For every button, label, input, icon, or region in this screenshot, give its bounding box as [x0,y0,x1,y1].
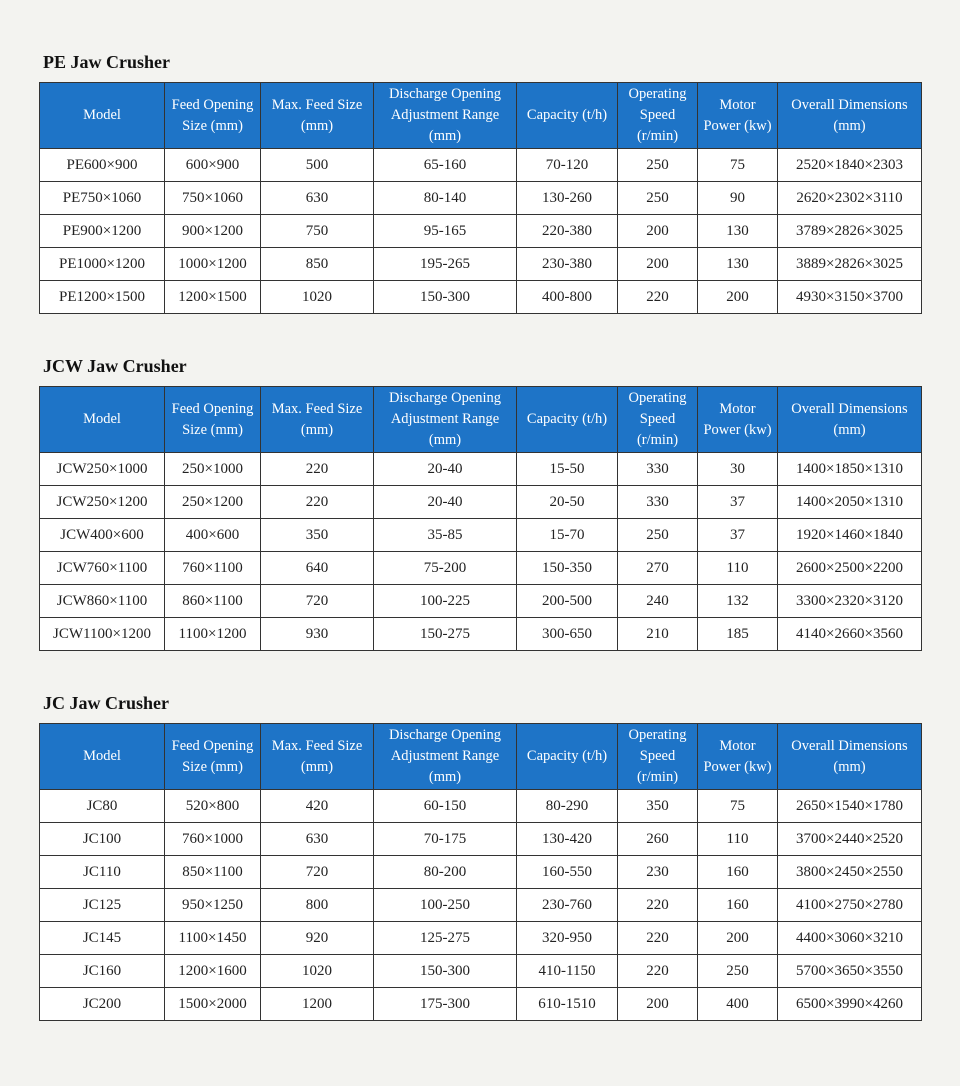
cell-feed-opening: 520×800 [165,790,261,823]
cell-discharge-range: 195-265 [374,248,517,281]
header-text: Size (mm) [182,421,243,438]
cell-feed-opening: 760×1100 [165,552,261,585]
cell-overall-dimensions: 4140×2660×3560 [778,618,922,651]
cell-model: JC145 [40,922,165,955]
cell-capacity: 410-1150 [517,955,618,988]
cell-feed-opening: 1100×1450 [165,922,261,955]
cell-overall-dimensions: 3800×2450×2550 [778,856,922,889]
cell-max-feed-size: 720 [261,856,374,889]
cell-discharge-range: 75-200 [374,552,517,585]
cell-overall-dimensions: 6500×3990×4260 [778,988,922,1021]
column-header-max-feed-size [261,724,374,790]
cell-max-feed-size: 720 [261,585,374,618]
header-text: Capacity (t/h) [526,107,608,123]
cell-discharge-range: 20-40 [374,486,517,519]
header-text: Model [83,748,121,764]
cell-max-feed-size: 630 [261,182,374,215]
column-header-feed-opening [165,387,261,453]
header-text: Feed Opening [171,737,254,754]
column-header-feed-opening [165,83,261,149]
cell-feed-opening: 760×1000 [165,823,261,856]
cell-model: JC100 [40,823,165,856]
cell-operating-speed: 250 [618,182,698,215]
cell-capacity: 15-50 [517,453,618,486]
cell-feed-opening: 900×1200 [165,215,261,248]
cell-model: PE1200×1500 [40,281,165,314]
cell-max-feed-size: 850 [261,248,374,281]
column-header-operating-speed [618,387,698,453]
cell-overall-dimensions: 1400×1850×1310 [778,453,922,486]
cell-overall-dimensions: 1400×2050×1310 [778,486,922,519]
header-text: (mm) [300,117,334,134]
table-row [40,281,922,314]
cell-feed-opening: 850×1100 [165,856,261,889]
cell-model: JCW1100×1200 [40,618,165,651]
header-text: Capacity (t/h) [526,748,608,764]
cell-discharge-range: 65-160 [374,149,517,182]
cell-motor-power: 185 [698,618,778,651]
header-text: Size (mm) [182,758,243,775]
cell-model: PE600×900 [40,149,165,182]
table-row [40,248,922,281]
cell-max-feed-size: 1020 [261,955,374,988]
cell-feed-opening: 600×900 [165,149,261,182]
cell-operating-speed: 330 [618,486,698,519]
header-text: (mm) [428,128,462,144]
cell-model: JC160 [40,955,165,988]
cell-model: JCW400×600 [40,519,165,552]
cell-discharge-range: 150-275 [374,618,517,651]
cell-overall-dimensions: 3789×2826×3025 [778,215,922,248]
cell-overall-dimensions: 3300×2320×3120 [778,585,922,618]
header-text: Power (kw) [703,117,772,134]
cell-capacity: 160-550 [517,856,618,889]
cell-discharge-range: 100-250 [374,889,517,922]
cell-max-feed-size: 800 [261,889,374,922]
header-text: (r/min) [636,128,679,144]
header-text: Power (kw) [703,758,772,775]
cell-discharge-range: 100-225 [374,585,517,618]
cell-discharge-range: 20-40 [374,453,517,486]
cell-max-feed-size: 630 [261,823,374,856]
cell-operating-speed: 350 [618,790,698,823]
cell-max-feed-size: 220 [261,486,374,519]
cell-max-feed-size: 1200 [261,988,374,1021]
header-text: Overall Dimensions [791,400,908,417]
cell-operating-speed: 250 [618,149,698,182]
table-row [40,486,922,519]
table-row [40,790,922,823]
header-row [40,83,922,149]
cell-motor-power: 90 [698,182,778,215]
header-text: Adjustment Range [390,748,500,764]
column-header-max-feed-size [261,83,374,149]
table-row [40,453,922,486]
table-row [40,889,922,922]
cell-feed-opening: 400×600 [165,519,261,552]
cell-max-feed-size: 420 [261,790,374,823]
cell-max-feed-size: 930 [261,618,374,651]
section-title: JC Jaw Crusher [43,693,169,713]
cell-model: JC110 [40,856,165,889]
cell-max-feed-size: 920 [261,922,374,955]
cell-motor-power: 75 [698,149,778,182]
cell-feed-opening: 950×1250 [165,889,261,922]
cell-discharge-range: 70-175 [374,823,517,856]
cell-discharge-range: 175-300 [374,988,517,1021]
cell-model: JCW250×1200 [40,486,165,519]
cell-capacity: 610-1510 [517,988,618,1021]
cell-overall-dimensions: 3700×2440×2520 [778,823,922,856]
cell-capacity: 300-650 [517,618,618,651]
cell-motor-power: 200 [698,922,778,955]
header-text: Discharge Opening [388,727,502,743]
table-row [40,823,922,856]
cell-overall-dimensions: 2620×2302×3110 [778,182,922,215]
cell-motor-power: 37 [698,486,778,519]
cell-feed-opening: 1200×1600 [165,955,261,988]
header-text: Overall Dimensions [791,737,908,754]
cell-motor-power: 30 [698,453,778,486]
cell-overall-dimensions: 2520×1840×2303 [778,149,922,182]
column-header-max-feed-size [261,387,374,453]
cell-motor-power: 200 [698,281,778,314]
cell-overall-dimensions: 3889×2826×3025 [778,248,922,281]
column-header-model [40,387,165,453]
cell-capacity: 15-70 [517,519,618,552]
column-header-discharge-range [374,83,517,149]
cell-operating-speed: 330 [618,453,698,486]
header-text: Capacity (t/h) [526,411,608,427]
header-text: Speed [639,748,676,764]
cell-feed-opening: 1100×1200 [165,618,261,651]
cell-feed-opening: 250×1000 [165,453,261,486]
cell-overall-dimensions: 4100×2750×2780 [778,889,922,922]
header-text: Feed Opening [171,96,254,113]
cell-capacity: 220-380 [517,215,618,248]
spec-table [39,723,922,1021]
header-text: (r/min) [636,769,679,785]
header-row [40,387,922,453]
cell-operating-speed: 220 [618,922,698,955]
cell-max-feed-size: 220 [261,453,374,486]
header-text: Discharge Opening [388,390,502,406]
cell-max-feed-size: 750 [261,215,374,248]
column-header-capacity [517,387,618,453]
column-header-model [40,724,165,790]
cell-operating-speed: 200 [618,215,698,248]
cell-operating-speed: 240 [618,585,698,618]
spec-table [39,82,922,314]
cell-discharge-range: 150-300 [374,955,517,988]
cell-operating-speed: 220 [618,889,698,922]
section-title: PE Jaw Crusher [43,52,170,72]
column-header-motor-power [698,83,778,149]
cell-feed-opening: 1200×1500 [165,281,261,314]
cell-model: JCW860×1100 [40,585,165,618]
cell-motor-power: 75 [698,790,778,823]
header-text: Model [83,411,121,427]
column-header-discharge-range [374,724,517,790]
cell-operating-speed: 260 [618,823,698,856]
cell-discharge-range: 125-275 [374,922,517,955]
header-text: Model [83,107,121,123]
cell-discharge-range: 95-165 [374,215,517,248]
cell-motor-power: 160 [698,889,778,922]
header-text: Adjustment Range [390,107,500,123]
cell-feed-opening: 250×1200 [165,486,261,519]
column-header-overall-dimensions [778,724,922,790]
cell-capacity: 320-950 [517,922,618,955]
cell-model: JCW250×1000 [40,453,165,486]
header-text: (mm) [833,421,866,438]
cell-max-feed-size: 350 [261,519,374,552]
cell-model: PE900×1200 [40,215,165,248]
cell-feed-opening: 1000×1200 [165,248,261,281]
column-header-feed-opening [165,724,261,790]
header-text: Max. Feed Size [271,400,363,417]
cell-motor-power: 130 [698,215,778,248]
cell-operating-speed: 250 [618,519,698,552]
table-row [40,988,922,1021]
cell-motor-power: 130 [698,248,778,281]
header-text: Max. Feed Size [271,96,363,113]
cell-operating-speed: 230 [618,856,698,889]
cell-operating-speed: 220 [618,955,698,988]
cell-capacity: 400-800 [517,281,618,314]
cell-model: PE750×1060 [40,182,165,215]
header-text: (mm) [833,117,866,134]
header-text: Speed [639,107,676,123]
table-row [40,922,922,955]
table-row [40,552,922,585]
table-row [40,856,922,889]
header-text: Motor [719,400,756,417]
cell-overall-dimensions: 2600×2500×2200 [778,552,922,585]
header-text: Discharge Opening [388,86,502,102]
header-row [40,724,922,790]
cell-model: PE1000×1200 [40,248,165,281]
cell-model: JC80 [40,790,165,823]
header-text: (mm) [833,758,866,775]
spec-table [39,386,922,651]
cell-operating-speed: 210 [618,618,698,651]
cell-operating-speed: 200 [618,248,698,281]
table-row [40,618,922,651]
column-header-overall-dimensions [778,387,922,453]
column-header-capacity [517,83,618,149]
cell-model: JC125 [40,889,165,922]
cell-feed-opening: 860×1100 [165,585,261,618]
cell-discharge-range: 80-200 [374,856,517,889]
header-text: (mm) [300,758,334,775]
cell-discharge-range: 35-85 [374,519,517,552]
table-row [40,519,922,552]
header-text: Adjustment Range [390,411,500,427]
cell-motor-power: 110 [698,552,778,585]
cell-motor-power: 160 [698,856,778,889]
cell-motor-power: 132 [698,585,778,618]
cell-overall-dimensions: 5700×3650×3550 [778,955,922,988]
column-header-motor-power [698,387,778,453]
header-text: Operating [628,86,687,102]
table-row [40,215,922,248]
cell-capacity: 130-260 [517,182,618,215]
header-text: Power (kw) [703,421,772,438]
cell-model: JC200 [40,988,165,1021]
cell-motor-power: 400 [698,988,778,1021]
header-text: (mm) [300,421,334,438]
cell-capacity: 130-420 [517,823,618,856]
cell-operating-speed: 220 [618,281,698,314]
cell-capacity: 80-290 [517,790,618,823]
cell-discharge-range: 150-300 [374,281,517,314]
header-text: (mm) [428,432,462,448]
cell-max-feed-size: 640 [261,552,374,585]
cell-overall-dimensions: 2650×1540×1780 [778,790,922,823]
cell-overall-dimensions: 4930×3150×3700 [778,281,922,314]
cell-operating-speed: 200 [618,988,698,1021]
cell-overall-dimensions: 4400×3060×3210 [778,922,922,955]
header-text: (mm) [428,769,462,785]
cell-operating-speed: 270 [618,552,698,585]
column-header-operating-speed [618,83,698,149]
header-text: Operating [628,727,687,743]
header-text: Speed [639,411,676,427]
table-row [40,182,922,215]
header-text: (r/min) [636,432,679,448]
header-text: Overall Dimensions [791,96,908,113]
table-row [40,955,922,988]
header-text: Motor [719,737,756,754]
cell-discharge-range: 80-140 [374,182,517,215]
cell-model: JCW760×1100 [40,552,165,585]
column-header-overall-dimensions [778,83,922,149]
cell-max-feed-size: 1020 [261,281,374,314]
column-header-capacity [517,724,618,790]
section-title: JCW Jaw Crusher [43,356,187,376]
header-text: Feed Opening [171,400,254,417]
column-header-operating-speed [618,724,698,790]
header-text: Size (mm) [182,117,243,134]
cell-capacity: 230-760 [517,889,618,922]
header-text: Operating [628,390,687,406]
cell-capacity: 150-350 [517,552,618,585]
cell-overall-dimensions: 1920×1460×1840 [778,519,922,552]
header-text: Motor [719,96,756,113]
cell-capacity: 200-500 [517,585,618,618]
cell-motor-power: 110 [698,823,778,856]
cell-capacity: 230-380 [517,248,618,281]
cell-motor-power: 37 [698,519,778,552]
cell-motor-power: 250 [698,955,778,988]
cell-capacity: 20-50 [517,486,618,519]
column-header-motor-power [698,724,778,790]
table-row [40,149,922,182]
column-header-model [40,83,165,149]
cell-discharge-range: 60-150 [374,790,517,823]
cell-feed-opening: 1500×2000 [165,988,261,1021]
cell-max-feed-size: 500 [261,149,374,182]
cell-feed-opening: 750×1060 [165,182,261,215]
header-text: Max. Feed Size [271,737,363,754]
cell-capacity: 70-120 [517,149,618,182]
column-header-discharge-range [374,387,517,453]
table-row [40,585,922,618]
